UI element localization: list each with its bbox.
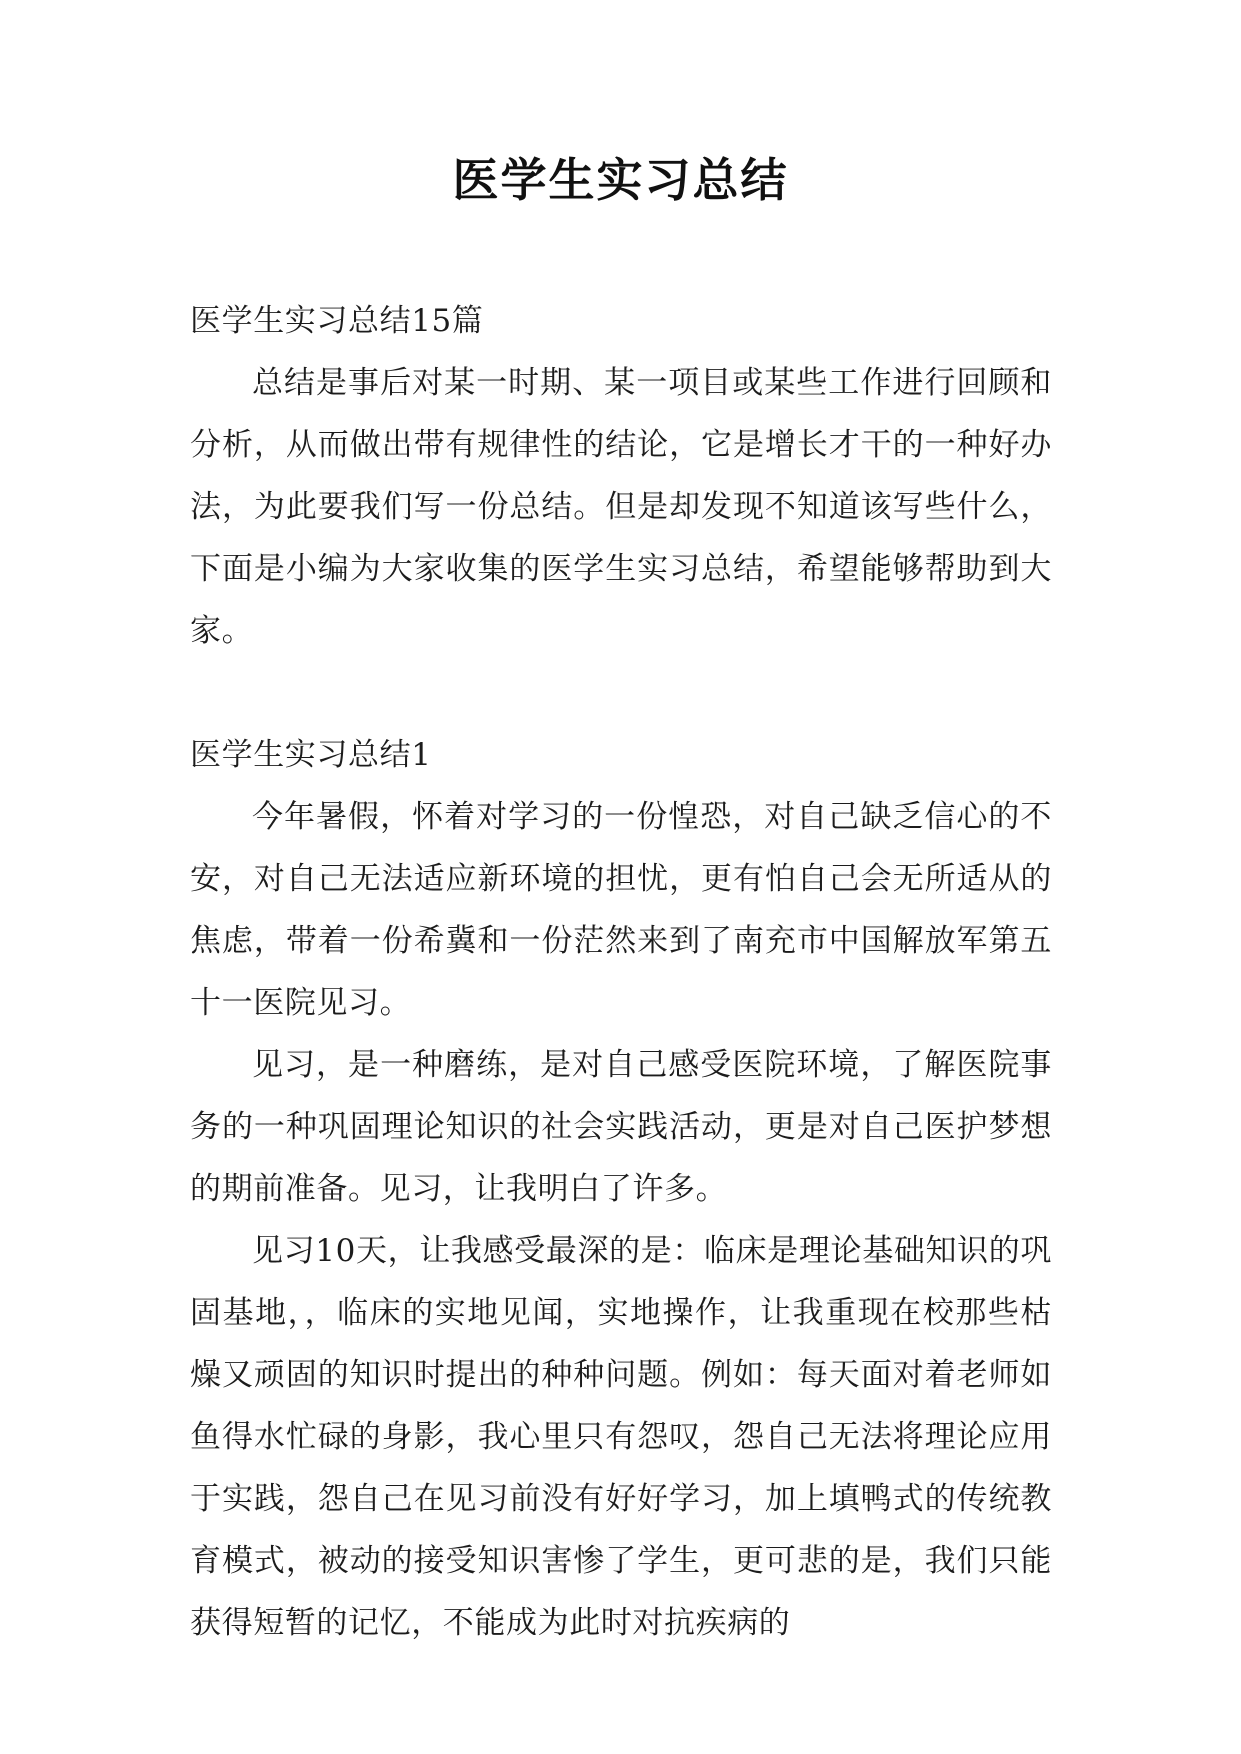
section-heading: 医学生实习总结1	[190, 737, 432, 773]
document-body	[190, 290, 1052, 1654]
page-title: 医学生实习总结	[452, 153, 789, 207]
body-paragraph: 见习，是一种磨练，是对自己感受医院环境，了解医院事务的一种巩固理论知识的社会实践活动，更是对自己医护梦想的期前准备。见习，让我明白了许多。	[190, 1047, 1052, 1207]
section-spacer	[190, 662, 1052, 724]
body-paragraph: 见习10天，让我感受最深的是：临床是理论基础知识的巩固基地，，临床的实地见闻，实地操作，让我重现在校那些枯燥又顽固的知识时提出的种种问题。例如：每天面对着老师如鱼得水忙碌的身影，我心里只有怨叹，怨自己无法将理论应用于实践，怨自己在见习前没有好好学习，加上填鸭式的传统教育模式，被动的接受知识害惨了学生，更可悲的是，我们只能获得短暂的记忆，不能成为此时对抗疾病的	[190, 1233, 1052, 1641]
body-paragraph: 今年暑假，怀着对学习的一份惶恐，对自己缺乏信心的不安，对自己无法适应新环境的担忧，更有怕自己会无所适从的焦虑，带着一份希冀和一份茫然来到了南充市中国解放军第五十一医院见习。	[190, 799, 1052, 1021]
intro-paragraph: 总结是事后对某一时期、某一项目或某些工作进行回顾和分析，从而做出带有规律性的结论，它是增长才干的一种好办法，为此要我们写一份总结。但是却发现不知道该写些什么，下面是小编为大家收集的医学生实习总结，希望能够帮助到大家。	[190, 365, 1052, 649]
collection-subtitle: 医学生实习总结15篇	[190, 303, 484, 339]
